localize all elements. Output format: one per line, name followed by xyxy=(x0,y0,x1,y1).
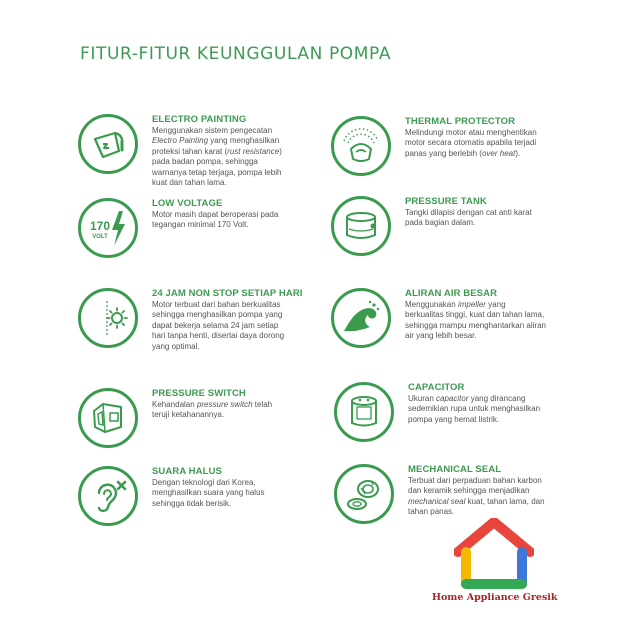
feature-description xyxy=(152,210,320,231)
pressure-tank-icon xyxy=(331,196,391,256)
italic-term: over heat xyxy=(481,148,516,158)
description-line: Melindungi motor atau menghentikan xyxy=(405,128,537,137)
italic-term: Electro Painting xyxy=(152,136,209,146)
day-night-icon xyxy=(78,288,138,348)
feature-description xyxy=(152,400,320,421)
description-line: Motor terbuat dari bahan berkualitas xyxy=(152,300,281,309)
italic-term: mechanical seal xyxy=(408,496,466,506)
paint-bucket-icon xyxy=(78,114,138,174)
feature-thermal-protector xyxy=(331,116,581,198)
pressure-switch-icon xyxy=(78,388,138,448)
voltage-number: 170 xyxy=(89,219,111,233)
description-line: Ukuran capacitor yang dirancang xyxy=(408,394,526,403)
feature-description xyxy=(405,208,573,229)
description-line: pada badan pompa, sehingga xyxy=(152,157,258,167)
mechanical-seal-icon xyxy=(334,464,394,524)
watermark-text: Home Appliance Gresik xyxy=(432,592,558,603)
description-line: tegangan minimal 170 Volt. xyxy=(152,220,249,230)
feature-description xyxy=(408,394,576,425)
feature-description xyxy=(405,300,573,342)
description-line: kuat dan tahan lama. xyxy=(152,178,227,188)
description-line: warnanya tetap terjaga, pompa lebih xyxy=(152,167,282,177)
description-line: panas yang berlebih (over heat). xyxy=(405,148,521,158)
description-line: Tangki dilapisi dengan cat anti karat xyxy=(405,208,532,217)
page-title: FITUR-FITUR KEUNGGULAN POMPA xyxy=(80,44,392,64)
feature-suara-halus xyxy=(78,466,328,548)
description-line: Dengan teknologi dari Korea, xyxy=(152,478,256,487)
description-line: mechanical seal kuat, tahan lama, dan xyxy=(408,496,545,506)
description-line: Terbuat dari perpaduan bahan karbon xyxy=(408,476,542,485)
ear-mute-icon xyxy=(78,466,138,526)
voltage-icon xyxy=(78,198,138,258)
italic-term: impeller xyxy=(457,300,486,309)
feature-capacitor xyxy=(334,382,584,464)
feature-pressure-switch xyxy=(78,388,328,470)
description-line: berkualitas tinggi, kuat dan tahan lama, xyxy=(405,310,545,320)
description-line: sedemikian rupa untuk menghasilkan xyxy=(408,404,541,414)
water-wave-icon xyxy=(331,288,391,348)
description-line: Electro Painting yang menghasilkan xyxy=(152,136,280,146)
description-line: proteksi tahan karat (rust resistance) xyxy=(152,146,282,156)
description-line: motor secara otomatis apabila terjadi xyxy=(405,138,537,148)
house-logo-icon xyxy=(454,518,534,590)
description-line: Menggunakan impeller yang xyxy=(405,300,506,309)
feature-24-jam xyxy=(78,288,328,370)
feature-title: PRESSURE TANK xyxy=(405,196,487,207)
capacitor-icon xyxy=(334,382,394,442)
description-line: sehingga menghasilkan pompa yang xyxy=(152,310,283,320)
description-line: sehingga mampu menghantarkan aliran xyxy=(405,320,546,330)
description-line: hari tanpa henti, disertai daya dorong xyxy=(152,331,285,341)
feature-title: MECHANICAL SEAL xyxy=(408,464,502,475)
feature-description xyxy=(152,478,320,509)
feature-description xyxy=(152,126,320,188)
feature-title: THERMAL PROTECTOR xyxy=(405,116,516,127)
italic-term: rust resistance xyxy=(227,146,280,156)
feature-title: ELECTRO PAINTING xyxy=(152,114,247,125)
voltage-unit: VOLT xyxy=(92,234,108,240)
feature-aliran-air xyxy=(331,288,581,370)
description-line: tahan panas. xyxy=(408,507,455,517)
description-line: pada bagian dalam. xyxy=(405,218,476,228)
watermark-logo xyxy=(432,518,556,618)
description-line: dapat bekerja selama 24 jam setiap xyxy=(152,320,279,330)
description-line: air yang lebih besar. xyxy=(405,331,477,341)
description-line: pompa yang hemat listrik. xyxy=(408,414,500,424)
feature-title: PRESSURE SWITCH xyxy=(152,388,246,399)
description-line: Menggunakan sistem pengecatan xyxy=(152,126,273,135)
thermal-protector-icon xyxy=(331,116,391,176)
feature-title: SUARA HALUS xyxy=(152,466,222,477)
feature-description xyxy=(408,476,576,518)
italic-term: pressure switch xyxy=(196,400,253,409)
italic-term: capacitor xyxy=(436,394,469,403)
feature-description xyxy=(405,128,573,159)
description-line: Motor masih dapat beroperasi pada xyxy=(152,210,279,219)
description-line: teruji ketahanannya. xyxy=(152,410,225,420)
feature-description xyxy=(152,300,320,352)
description-line: dan keramik sehingga menjadikan xyxy=(408,486,530,496)
description-line: sehingga tidak berisik. xyxy=(152,498,232,508)
feature-title: ALIRAN AIR BESAR xyxy=(405,288,498,299)
description-line: Kehandalan pressure switch telah xyxy=(152,400,273,409)
feature-pressure-tank xyxy=(331,196,581,278)
description-line: yang optimal. xyxy=(152,341,200,351)
feature-electro-painting xyxy=(78,114,328,196)
feature-title: 24 JAM NON STOP SETIAP HARI xyxy=(152,288,303,299)
feature-title: CAPACITOR xyxy=(408,382,465,393)
feature-title: LOW VOLTAGE xyxy=(152,198,223,209)
feature-low-voltage xyxy=(78,198,328,280)
description-line: menghasilkan suara yang halus xyxy=(152,488,265,498)
